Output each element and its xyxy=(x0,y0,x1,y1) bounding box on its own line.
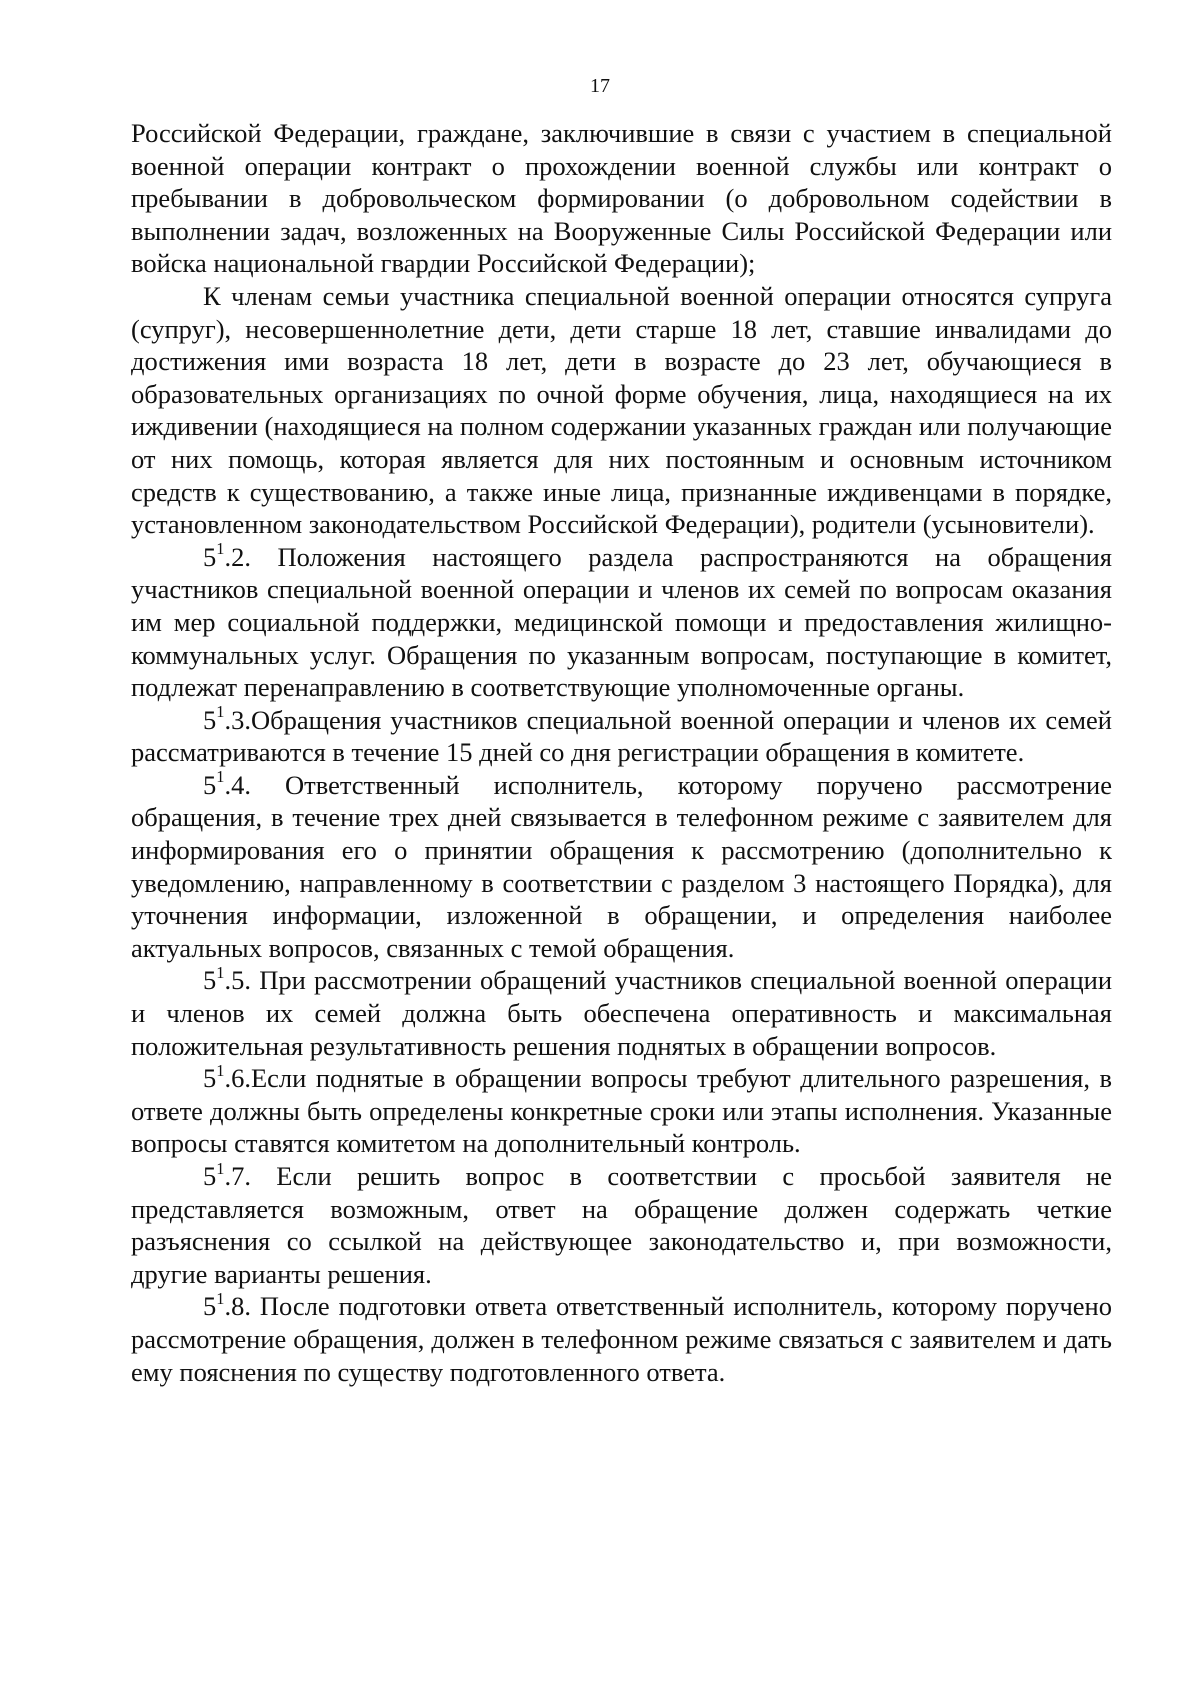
page-number: 17 xyxy=(590,75,610,97)
clause-5-1-7 xyxy=(131,1160,1112,1290)
clause-5-1-5 xyxy=(131,964,1112,1062)
clause-5-1-6 xyxy=(131,1062,1112,1160)
clause-text: При рассмотрении обращений участников специальной военной операции и членов их семей должна быть обеспечена оперативность и максимальная положительная результативность решения поднятых в обращении вопросов. xyxy=(131,965,1112,1061)
clause-5-1-3 xyxy=(131,704,1112,769)
clause-text: Положения настоящего раздела распространяются на обращения участников специальной военной операции и членов их семей по вопросам оказания им мер социальной поддержки, медицинской помощи и предоставления жилищно-коммунальных услуг. Обращения по указанным вопросам, поступающие в комитет, подлежат перенаправлению в соответствующие уполномоченные органы. xyxy=(131,541,1112,703)
paragraph-text: К членам семьи участника специальной военной операции относятся супруга (супруг), несовершеннолетние дети, дети старше 18 лет, ставшие инвалидами до достижения ими возраста 18 лет, дети в возрасте до 23 лет, обучающиеся в образовательных организациях по очной форме обучения, лица, находящиеся на их иждивении (находящиеся на полном содержании указанных граждан или получающие от них помощь, которая является для них постоянным и основным источником средств к существованию, а также иные лица, признанные иждивенцами в порядке, установленном законодательством Российской Федерации), родители (усыновители). xyxy=(131,280,1112,540)
clause-number: $5^1.8$. xyxy=(203,1288,251,1322)
clause-text: Обращения участников специальной военной операции и членов их семей рассматриваются в течение 15 дней со дня регистрации обращения в комитете. xyxy=(131,704,1112,768)
clause-number: $5^1.4$. xyxy=(203,767,251,800)
paragraph-text: Российской Федерации, граждане, заключившие в связи с участием в специальной военной операции контракт о прохождении военной службы или контракт о пребывании в добровольческом формировании (о добровольном содействии в выполнении задач, возложенных на Вооруженные Силы Российской Федерации или войска национальной гвардии Российской Федерации); xyxy=(131,118,1112,279)
clause-5-1-8 xyxy=(131,1290,1112,1388)
clause-text: Если решить вопрос в соответствии с просьбой заявителя не представляется возможным, ответ на обращение должен содержать четкие разъяснения со ссылкой на действующее законодательство и, при возможности, другие варианты решения. xyxy=(131,1161,1112,1289)
clause-number: $5^1.7$. xyxy=(203,1158,251,1191)
clause-text: После подготовки ответа ответственный исполнитель, которому поручено рассмотрение обращения, должен в телефонном режиме связаться с заявителем и дать ему пояснения по существу подготовленного ответа. xyxy=(131,1291,1112,1387)
clause-text: Ответственный исполнитель, которому поручено рассмотрение обращения, в течение трех дней связывается в телефонном режиме с заявителем для информирования его о принятии обращения к рассмотрению (дополнительно к уведомлению, направленному в соответствии с разделом 3 настоящего Порядка), для уточнения информации, изложенной в обращении, и определения наиболее актуальных вопросов, связанных с темой обращения. xyxy=(131,769,1112,963)
paragraph-family-members xyxy=(131,280,1112,541)
paragraph-continuation xyxy=(131,117,1112,280)
clause-number: $5^1.3$. xyxy=(203,702,251,735)
clause-5-1-4 xyxy=(131,769,1112,965)
clause-text: Если поднятые в обращении вопросы требуют длительного разрешения, в ответе должны быть определены конкретные сроки или этапы исполнения. Указанные вопросы ставятся комитетом на дополнительный контроль. xyxy=(131,1063,1112,1159)
document-body xyxy=(131,117,1112,1388)
clause-5-1-2 xyxy=(131,541,1112,704)
clause-number: $5^1.6$. xyxy=(203,1060,251,1094)
clause-number: $5^1.5$. xyxy=(203,962,251,996)
clause-number: $5^1.2$. xyxy=(203,539,251,572)
